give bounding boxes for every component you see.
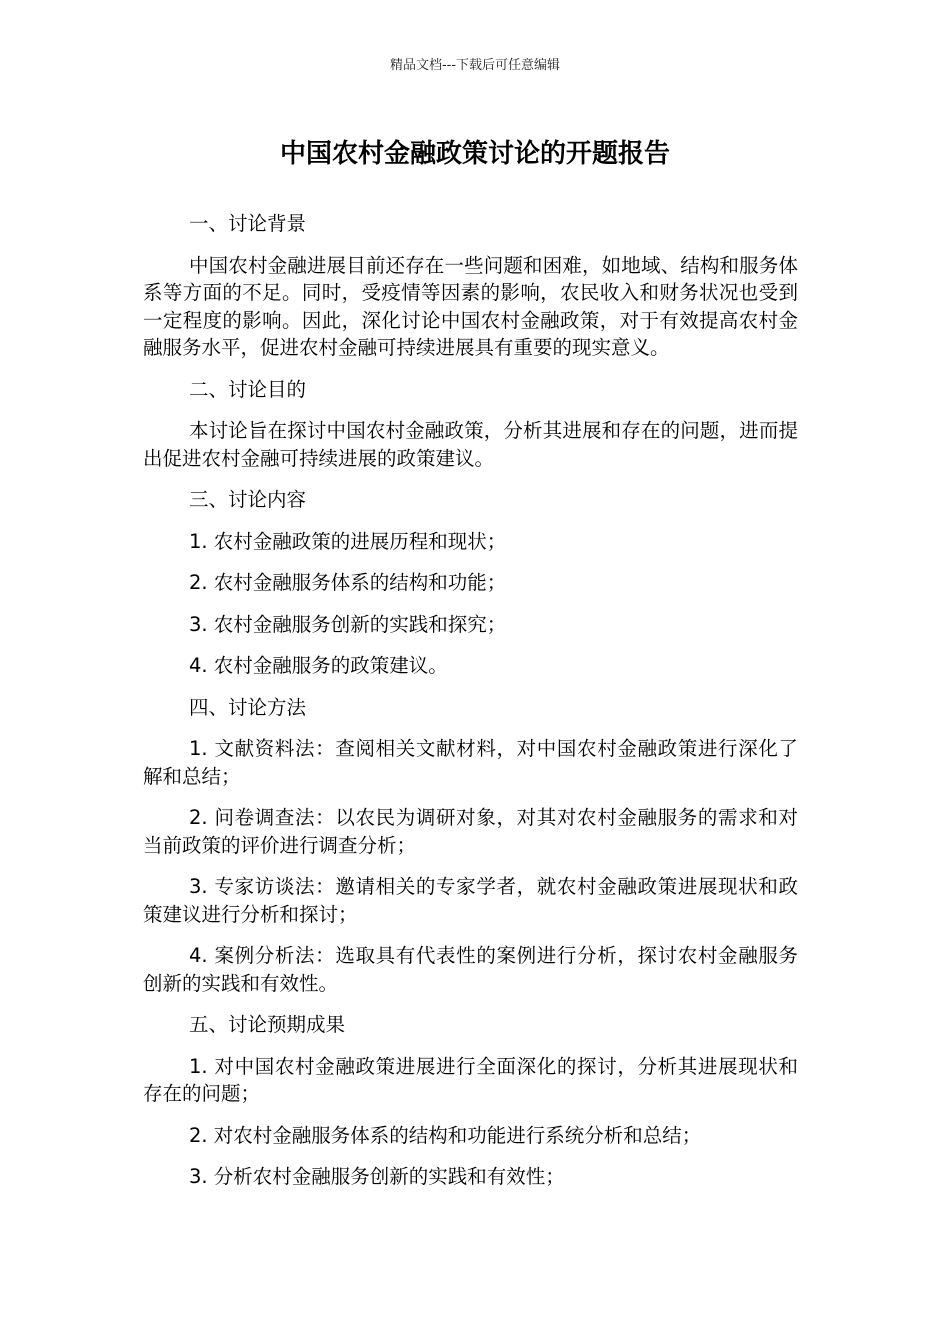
outcome-list-item: 2. 对农村金融服务体系的结构和功能进行系统分析和总结；: [189, 1123, 702, 1147]
document-title: 中国农村金融政策讨论的开题报告: [279, 139, 670, 169]
section-heading-background: 一、讨论背景: [189, 212, 307, 235]
method-list-item: 3. 专家访谈法：邀请相关的专家学者，就农村金融政策进展现状和政策建议进行分析和探讨；: [143, 875, 798, 926]
content-list-item: 1. 农村金融政策的进展历程和现状；: [189, 529, 507, 553]
outcome-list-item: 3. 分析农村金融服务创新的实践和有效性；: [189, 1165, 565, 1188]
background-paragraph: 中国农村金融进展目前还存在一些问题和困难，如地域、结构和服务体系等方面的不足。同时，受疫情等因素的影响，农民收入和财务状况也受到一定程度的影响。因此，深化讨论中国农村金融政策，对于有效提高农村金融服务水平，促进农村金融可持续进展具有重要的现实意义。: [143, 253, 798, 359]
purpose-paragraph: 本讨论旨在探讨中国农村金融政策，分析其进展和存在的问题，进而提出促进农村金融可持续进展的政策建议。: [143, 419, 798, 470]
page-header-note: 精品文档---下载后可任意编辑: [389, 58, 561, 73]
document-body: [143, 210, 798, 1205]
content-list-item: 4. 农村金融服务的政策建议。: [189, 654, 448, 677]
method-list-item: 4. 案例分析法：选取具有代表性的案例进行分析，探讨农村金融服务创新的实践和有效性。: [143, 944, 798, 995]
section-heading-content: 三、讨论内容: [189, 488, 307, 511]
outcome-list-item: 1. 对中国农村金融政策进展进行全面深化的探讨，分析其进展现状和存在的问题；: [143, 1054, 798, 1105]
method-list-item: 1. 文献资料法：查阅相关文献材料，对中国农村金融政策进行深化了解和总结；: [143, 737, 798, 788]
content-list-item: 2. 农村金融服务体系的结构和功能；: [189, 571, 507, 594]
section-heading-purpose: 二、讨论目的: [189, 377, 307, 401]
content-list-item: 3. 农村金融服务创新的实践和探究；: [189, 612, 507, 636]
section-heading-methods: 四、讨论方法: [189, 695, 307, 719]
method-list-item: 2. 问卷调查法：以农民为调研对象，对其对农村金融服务的需求和对当前政策的评价进行调查分析；: [143, 806, 798, 857]
section-heading-outcomes: 五、讨论预期成果: [189, 1013, 346, 1036]
